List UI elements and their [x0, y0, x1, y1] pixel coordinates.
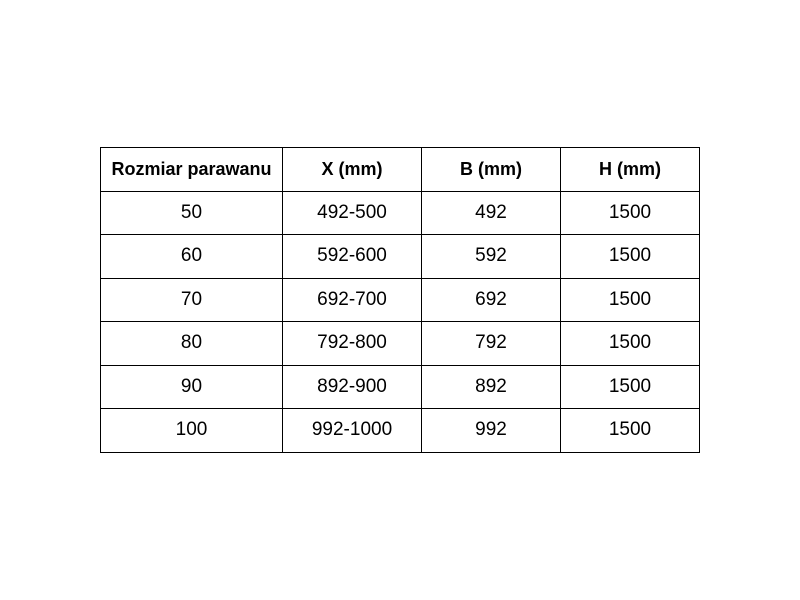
cell-b: 592 [422, 235, 561, 279]
header-screen-size: Rozmiar parawanu [101, 148, 283, 192]
cell-screen-size: 90 [101, 365, 283, 409]
header-b: B (mm) [422, 148, 561, 192]
cell-screen-size: 80 [101, 322, 283, 366]
cell-b: 892 [422, 365, 561, 409]
cell-screen-size: 60 [101, 235, 283, 279]
cell-x: 492-500 [283, 191, 422, 235]
table-row [101, 322, 700, 366]
cell-b: 792 [422, 322, 561, 366]
cell-h: 1500 [561, 322, 700, 366]
cell-screen-size: 100 [101, 409, 283, 453]
cell-x: 992-1000 [283, 409, 422, 453]
table-row [101, 191, 700, 235]
cell-screen-size: 50 [101, 191, 283, 235]
cell-screen-size: 70 [101, 278, 283, 322]
table-row [101, 235, 700, 279]
cell-x: 592-600 [283, 235, 422, 279]
table-row [101, 365, 700, 409]
cell-h: 1500 [561, 278, 700, 322]
cell-x: 892-900 [283, 365, 422, 409]
cell-h: 1500 [561, 191, 700, 235]
cell-h: 1500 [561, 409, 700, 453]
header-row [101, 148, 700, 192]
cell-h: 1500 [561, 365, 700, 409]
cell-b: 692 [422, 278, 561, 322]
header-h: H (mm) [561, 148, 700, 192]
table-row [101, 409, 700, 453]
cell-h: 1500 [561, 235, 700, 279]
size-table [100, 147, 700, 453]
table-row [101, 278, 700, 322]
cell-b: 992 [422, 409, 561, 453]
cell-x: 792-800 [283, 322, 422, 366]
header-x: X (mm) [283, 148, 422, 192]
cell-b: 492 [422, 191, 561, 235]
cell-x: 692-700 [283, 278, 422, 322]
